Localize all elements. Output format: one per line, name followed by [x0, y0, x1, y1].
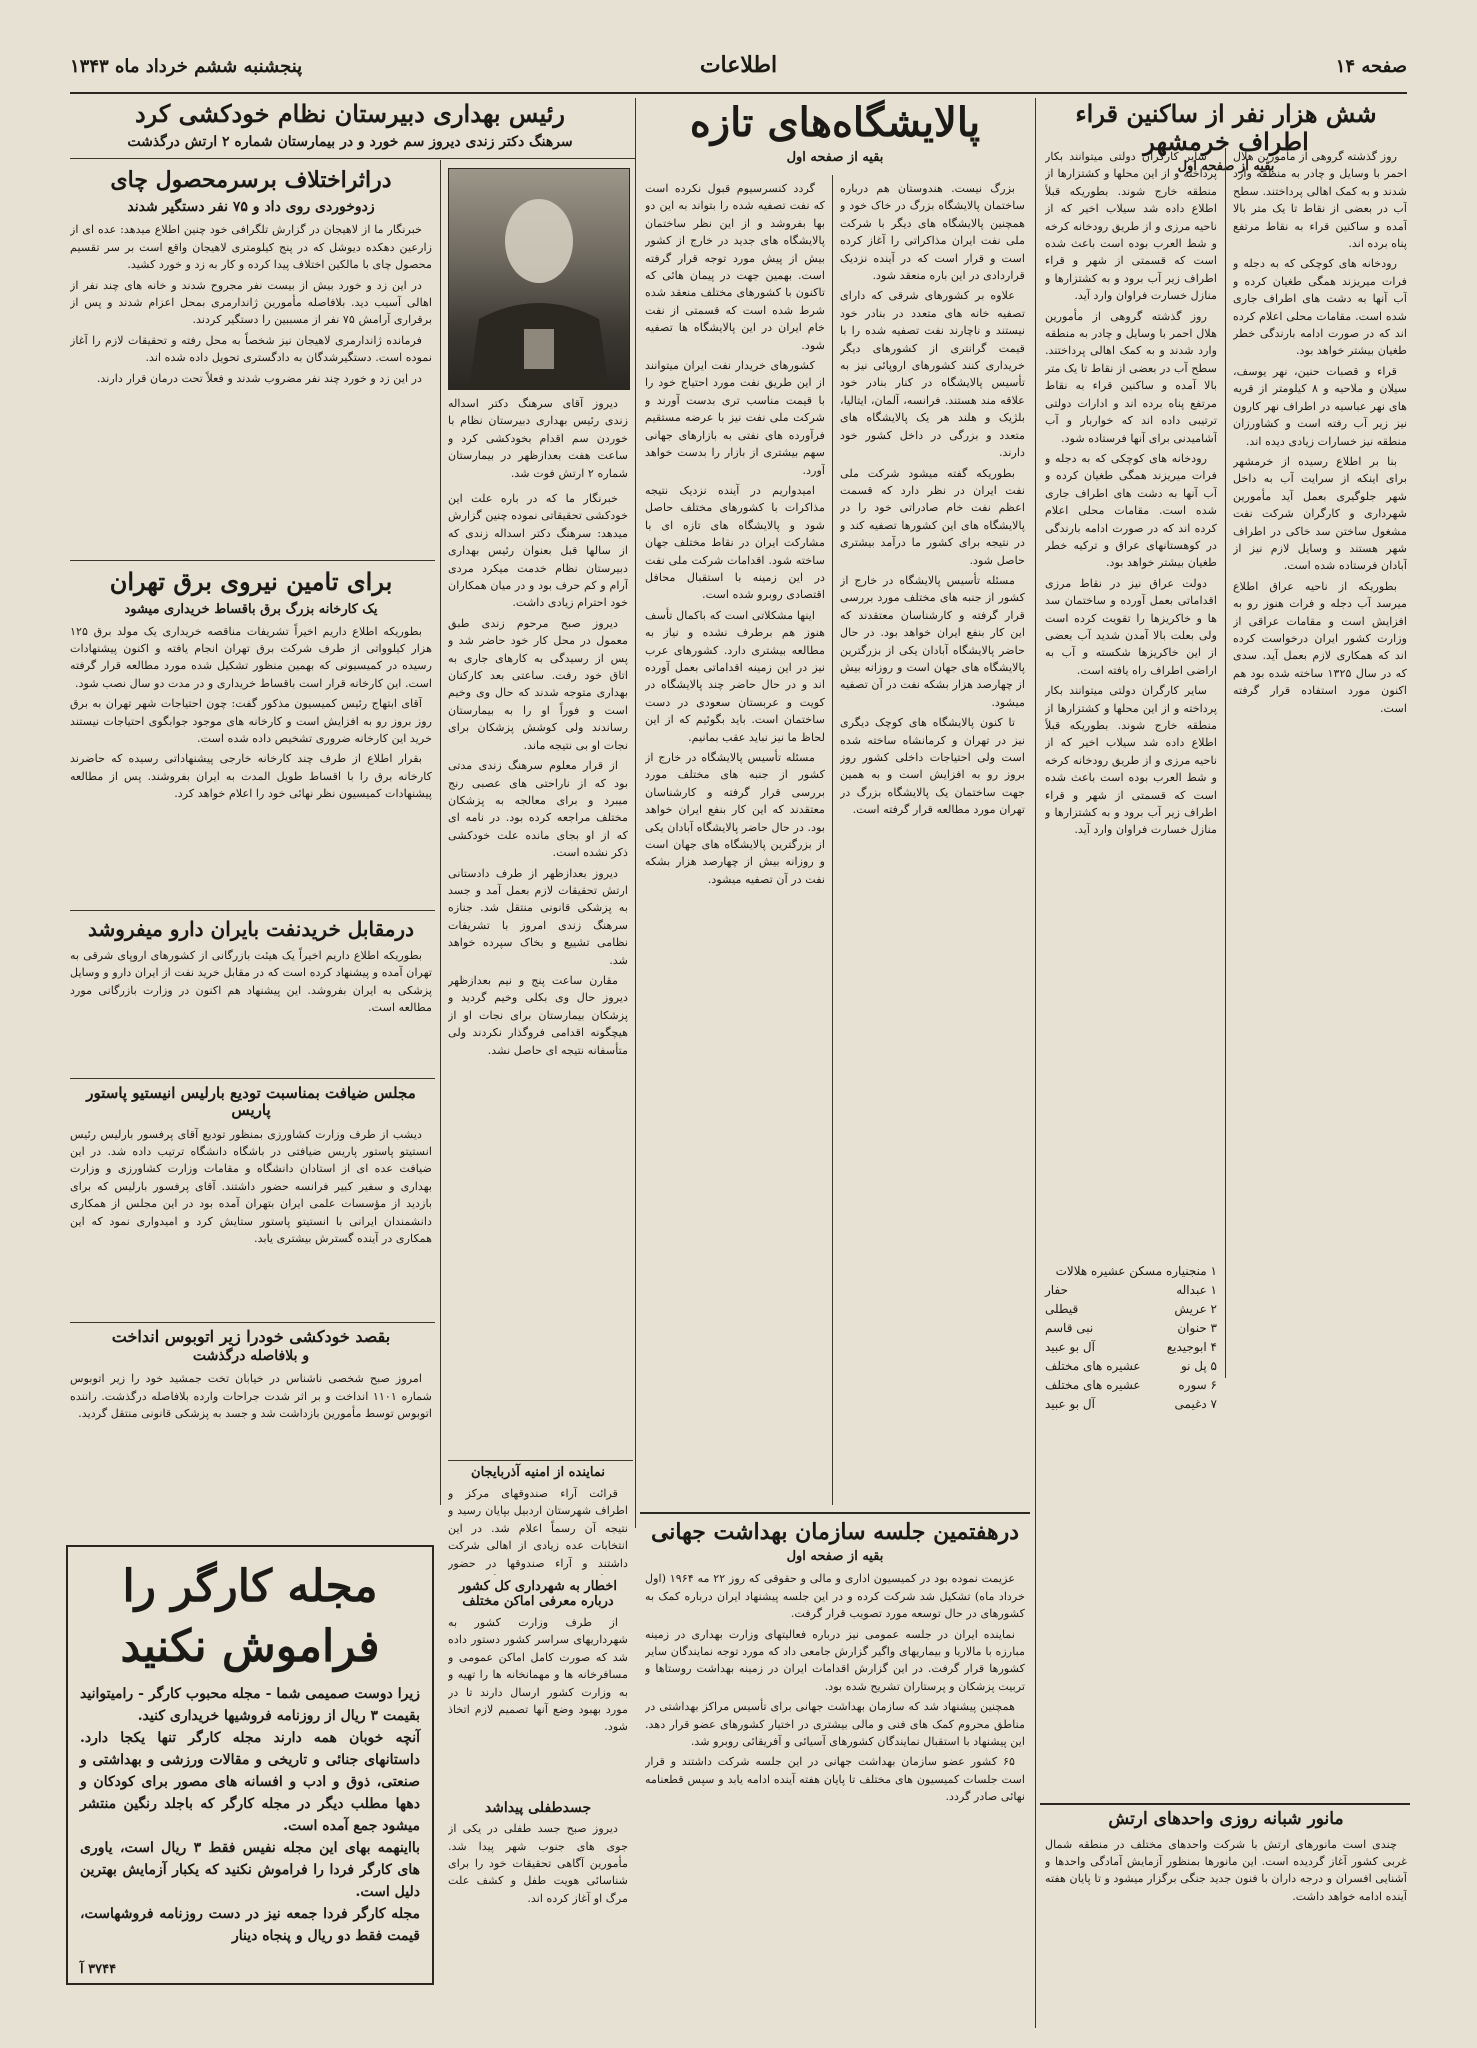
photo-caption: دیروز آقای سرهنگ دکتر اسداله زندی رئیس بهداری دبیرستان نظام با خوردن سم اقدام بخودکشی کرد و ساعت هفت بعدازظهر در بیمارستان شماره ۲ ارتش فوت شد.: [448, 397, 628, 480]
khorramshahr-body-b: [1233, 148, 1407, 1498]
paragraph: قراء و قصبات حنین، نهر یوسف، سیلان و ملاحیه و ۸ کیلومتر از قریه های نهر عباسیه در اطراف نهر کارون نیز زیر آب رفته است و کشاورزان منطقه نیز خسارات زیادی دیده اند.: [1233, 364, 1407, 448]
paragraph: رودخانه های کوچکی که به دجله و فرات میریزند همگی طغیان کرده و آب آنها به دشت های اطراف جاری شده است. مقامات محلی اعلام کرده اند که در صورت ادامه بارندگی خطر طغیان بیشتر خواهد بود.: [1233, 257, 1407, 358]
suicide-headline: رئیس بهداری دبیرستان نظام خودکشی کرد: [134, 99, 566, 128]
tea-dispute-body: خبرنگار ما از لاهیجان در گزارش تلگرافی خود چنین اطلاع میدهد: عده ای از زارعین دهکده دیوشل که در پنج کیلومتری لاهیجان واقع است بر سر تقسیم محصول چای با مالکین اختلاف پیدا کرده و کار به زد و خورد کشید. در این زد و خورد بیش از بیست نفر مجروح شدند و خانه های چند نفر از اهالی آسیب دید. بلافاصله مأمورین ژاندارمری بمحل اعزام شدند و پس از برقراری آرامش ۷۵ نفر از مسببین را دستگیر کردند. فرمانده ژاندارمری لاهیجان نیز شخصاً به محل رفته و تحقیقات لازم را آغاز نموده است. دستگیرشدگان به دادگستری تحویل داده شده اند. در این زد و خورد چند نفر مضروب شدند و فعلاً تحت درمان قرار دارند.: [70, 223, 432, 385]
section-rule: [70, 1322, 435, 1323]
bus-suicide-article: [70, 1328, 432, 1480]
paragraph: روز گذشته گروهی از مأمورین هلال احمر با وسایل و چادر به منطقه وارد شدند و به کمک اهالی پرداختند. سطح آب در بعضی از نقاط تا یک متر بالا آمده و ساکنین قراء به نقاط مرتفع پناه برده اند.: [1233, 150, 1407, 251]
tehran-power-article: [70, 568, 432, 923]
paragraph: دولت عراق نیز در نقاط مرزی اقداماتی بعمل آورده و ساختمان سد ها و خاکریزها را تقویت کرده است ولی بعلت بالا آمدن شدید آب بعضی از این خاکریزها شکسته و آب به اراضی اطراف راه یافته است.: [1045, 576, 1217, 677]
continued-label: بقیه از صفحه اول: [1177, 159, 1275, 175]
ad-body: زیرا دوست صمیمی شما - مجله محبوب کارگر - رامیتوانید بقیمت ۳ ریال از روزنامه فروشیها خریداری کنید. آنچه خوبان همه دارند مجله کارگر تنها یکجا دارد. داستانهای جنائی و تاریخی و مقالات ورزشی و بهداشتی و صنعتی، ذوق و ادب و افسانه های مصور برای کودکان و دهها مطلب دیگر در مجله کارگر که باجلد رنگین منتشر میشود جمع آمده است. بااینهمه بهای این مجله نفیس فقط ۳ ریال است، یاوری های کارگر فردا را فراموش نکنید که یکبار آزمایش بهترین دلیل است. مجله کارگر فردا جمعه نیز در دست روزنامه فروشهاست، قیمت فقط دو ریال و پنجاه دینار: [80, 1686, 420, 1944]
refineries-headline: پالایشگاه‌های تازه: [689, 99, 981, 146]
azerbaijan-headline: نماینده از امنیه آذربایجان: [471, 1465, 605, 1480]
tehran-power-headline: برای تامین نیروی برق تهران: [109, 567, 393, 596]
portrait-silhouette: [449, 169, 629, 389]
army-maneuver-article: [1045, 1810, 1407, 2006]
paragraph: سایر کارگران دولتی میتوانند بکار پرداخته و از این محلها و کشتزارها از منطقه خارج شوند. بطوریکه قبلاً اطلاع داده شد سیلاب اخیر که از ناحیه مرزی و از طریق رودخانه کرخه و شط العرب بوده است باعث شده است که قسمتی از شهر و قراء اطراف زیر آب برود و به کشتزارها و منازل خسارت فراوان وارد آید.: [1045, 684, 1217, 837]
table-row: ۴ ابوجیدیع آل بو عبید: [1045, 1340, 1217, 1354]
table-row: ۱ عبداله حفار: [1045, 1283, 1217, 1297]
suicide-article-header: [70, 100, 630, 150]
who-session-headline: درهفتمین جلسه سازمان بهداشت جهانی: [650, 1519, 1020, 1545]
paragraph: بنا بر اطلاع رسیده از خرمشهر برای اینکه از سرایت آب به داخل شهر جلوگیری بعمل آید مأمورین شهرداری و کارگران شرکت نفت مشغول ساختن سد خاکی در اطراف شهر هستند و وسایل لازم نیز از آبادان فرستاده شده است.: [1233, 454, 1407, 573]
army-maneuver-body: چندی است مانورهای ارتش با شرکت واحدهای مختلف در منطقه شمال غربی کشور آغاز گردیده است. این مانورها بمنظور آزمایش آمادگی واحدها و آشنایی افسران و درجه داران با فنون جدید جنگی برگزار میشود و تا پایان هفته آینده ادامه خواهد داشت.: [1045, 1837, 1407, 1903]
section-rule: [70, 910, 435, 911]
azerbaijan-body: قرائت آراء صندوقهای مرکز و اطراف شهرستان اردبیل بپایان رسید و نتیجه آن رسماً اعلام شد. در این انتخابات عده زیادی از اهالی شرکت داشتند و آراء صندوقها در حضور: [448, 1486, 628, 1570]
refineries-body-a: بزرگ نیست. هندوستان هم درباره ساختمان پالایشگاه بزرگ در خاک خود و همچنین پالایشگاه های دیگر با شرکت ملی نفت ایران مذاکراتی را آغاز کرده است و قرار است که در آینده نزدیک قراردادی در این باره منعقد شود. علاوه بر کشورهای شرقی که دارای تصفیه خانه های متعدد در بنادر خود نیستند و ناچارند نفت تصفیه شده را با قیمت گرانتری از کشورهای دیگر خریداری کنند کشورهای اروپائی نیز به تأسیس پالایشگاه در کنار بنادر خود علاقه مند هستند. فرانسه، آلمان، ایتالیا، بلژیک و هلند هر یک پالایشگاه های متعدد و بزرگی در داخل کشور خود دارند. بطوریکه گفته میشود شرکت ملی نفت ایران در نظر دارد که قسمت اعظم نفت خام صادراتی خود را در پالایشگاه های این کشورها تصفیه کند و در نتیجه برای کشور ما درآمد بیشتری حاصل شود. مسئله تأسیس پالایشگاه در خارج از کشور از جنبه های مختلف مورد بررسی قرار گرفته و کارشناسان معتقدند که این کار بنفع ایران خواهد بود. در حال حاضر پالایشگاه آبادان یکی از بزرگترین پالایشگاه های جهان است و روزانه بیش از چهارصد هزار بشکه نفت در آن تصفیه میشود. تا کنون پالایشگاه های کوچک دیگری نیز در تهران و کرمانشاه ساخته شده است ولی احتیاجات داخلی کشور روز بروز رو به افزایش است و به همین جهت ساختمان یک پالایشگاه بزرگ در تهران مورد مطالعه قرار گرفته است.: [840, 182, 1025, 817]
karegar-magazine-ad: [66, 1545, 434, 1985]
section-rule: [70, 560, 435, 561]
khorramshahr-headline: شش هزار نفر از ساکنین قراء اطراف خرمشهر: [1075, 99, 1377, 156]
oil-medicine-headline: درمقابل خریدنفت بایران دارو میفروشد: [88, 917, 414, 941]
army-maneuver-headline: مانور شبانه روزی واحدهای ارتش: [1108, 1809, 1344, 1829]
who-session-body: عزیمت نموده بود در کمیسیون اداری و مالی و حقوقی که روز ۲۲ مه ۱۹۶۴ (اول خرداد ماه) تشکیل شد شرکت کرده و در این جلسه پیشنهاد ایران درباره کمک به کشورهای در حال توسعه مورد تصویب قرار گرفت. نماینده ایران در جلسه عمومی نیز درباره فعالیتهای وزارت بهداری در زمینه مبارزه با مالاریا و بیماریهای واگیر گزارش جامعی داد که مورد توجه نمایندگان سایر کشورها قرار گرفت. در این گزارش اقدامات ایران در زمینه بهداشت روستاها و تربیت پزشکان و پرستاران تشریح شده بود. همچنین پیشنهاد شد که سازمان بهداشت جهانی برای تأسیس مراکز بهداشتی در مناطق محروم کمک های فنی و مالی بیشتری در اختیار کشورهای عضو قرار دهد. این پیشنهاد با استقبال نمایندگان کشورهای آسیائی و آفریقائی روبرو شد. ۶۵ کشور عضو سازمان بهداشت جهانی در این جلسه شرکت داشتند و قرار است جلسات کمیسیون های مختلف تا پایان هفته آینده ادامه یابد و سپس قطعنامه نهائی صادر گردد.: [645, 1572, 1025, 1804]
oil-medicine-body: بطوریکه اطلاع داریم اخیراً یک هیئت بازرگانی از کشورهای اروپای شرقی به تهران آمده و پیشنهاد کرده است که در مقابل خرید نفت از ایران دارو و وسایل پزشکی به ایران بفروشد. این پیشنهاد هم اکنون در وزارت بازرگانی مورد مطالعه است.: [70, 949, 432, 1015]
column-rule: [1035, 98, 1036, 2028]
paragraph: سایر کارگران دولتی میتوانند بکار پرداخته و از این محلها و کشتزارها از منطقه خارج شوند. بطوریکه قبلاً اطلاع داده شد سیلاب اخیر که از ناحیه مرزی و از طریق رودخانه کرخه و شط العرب بوده است باعث شده است که قسمتی از شهر و قراء اطراف زیر آب برود و به کشتزارها و منازل خسارت فراوان وارد آید.: [1045, 150, 1217, 303]
refineries-body-b: گردد کنسرسیوم قبول نکرده است که نفت تصفیه شده را بتواند به این دو بها بفروشد و از این نظر ساختمان پالایشگاه های جدید در خارج از کشور بیش از پیش مورد توجه قرار گرفته است. بهمین جهت در پیمان هائی که تاکنون با کشورهای مختلف منعقد شده شرط شده است که قسمتی از نفت خام ایران در این پالایشگاه ها تصفیه شود. کشورهای خریدار نفت ایران میتوانند از این طریق نفت مورد احتیاج خود را با قیمت مناسب تری بدست آورند و شرکت ملی نفت نیز با عرضه مستقیم فرآورده های نفتی به بازارهای جهانی سهم بیشتری از بازار را بدست خواهد آورد. امیدواریم در آینده نزدیک نتیجه مذاکرات با کشورهای مختلف حاصل شود و پالایشگاه های تازه ای با مشارکت ایران در نقاط مختلف جهان ساخته شود. اقدامات شرکت ملی نفت در این زمینه با استقبال محافل اقتصادی روبرو شده است. اینها مشکلاتی است که باکمال تأسف هنوز هم برطرف نشده و نیاز به مطالعه بیشتری دارد. کشورهای عرب نیز در این زمینه اقداماتی بعمل آورده اند و در حال حاضر چند پالایشگاه در کویت و عربستان سعودی در دست ساختمان است. باید بگوئیم که از این لحاظ ما نیز نباید عقب بمانیم. مسئله تأسیس پالایشگاه در خارج از کشور از جنبه های مختلف مورد بررسی قرار گرفته و کارشناسان معتقدند که این کار بنفع ایران خواهد بود. در حال حاضر پالایشگاه آبادان یکی از بزرگترین پالایشگاه های جهان است و روزانه بیش از چهارصد هزار بشکه نفت در آن تصفیه میشود.: [645, 182, 825, 886]
pasteur-article: [70, 1085, 432, 1341]
ad-title-line2: فراموش نکنید: [120, 1621, 380, 1672]
table-row: ۵ پل نو عشیره های مختلف: [1045, 1359, 1217, 1373]
bus-suicide-body: امروز صبح شخصی ناشناس در خیابان تخت جمشید خود را زیر اتوبوس شماره ۱۱۰۱ انداخت و بر اثر شدت جراحات وارده بلافاصله درگذشت. راننده اتوبوس توسط مأمورین بازداشت شد و جسد به پزشکی قانونی منتقل گردید.: [70, 1372, 432, 1421]
khorramshahr-body-a: [1045, 148, 1217, 1308]
paragraph: رودخانه های کوچکی که به دجله و فرات میریزند همگی طغیان کرده و آب آنها به دشت های اطراف جاری شده است. مقامات محلی اعلام کرده اند که در صورت ادامه بارندگی در کوهستانهای عراق و ترکیه خطر طغیان بیشتر خواهد بود.: [1045, 451, 1217, 570]
tea-dispute-subhead: زدوخوردی روی داد و ۷۵ نفر دستگیر شدند: [127, 199, 375, 216]
ad-code: ۳۷۴۴ آ: [80, 1962, 117, 1977]
tea-dispute-headline: دراثراختلاف برسرمحصول چای: [110, 167, 392, 193]
suicide-subhead: سرهنگ دکتر زندی دیروز سم خورد و در بیمارستان شماره ۲ ارتش درگذشت: [127, 133, 573, 150]
section-rule: [640, 1512, 1030, 1514]
oil-medicine-article: [70, 918, 432, 1027]
section-rule: [448, 1460, 633, 1461]
table-row: ۷ دغیمی آل بو عبید: [1045, 1397, 1217, 1411]
page-number: صفحه ۱۴: [1335, 56, 1407, 77]
column-rule: [635, 98, 636, 1528]
pasteur-headline: مجلس ضیافت بمناسبت تودیع بارلیس انیستیو پاستور پاریس: [86, 1084, 416, 1120]
bus-suicide-subhead: و بلافاصله درگذشت: [192, 1348, 310, 1365]
column-rule: [440, 160, 441, 1505]
municipality-warning-body: از طرف وزارت کشور به شهرداریهای سراسر کشور دستور داده شد که صورت کامل اماکن عمومی و مسافرخانه ها و مهمانخانه ها را تهیه و به وزارت کشور ارسال دارند تا در مورد بهبود وضع آنها تصمیم لازم اتخاذ شود.: [448, 1615, 628, 1734]
masthead: [70, 52, 1407, 94]
azerbaijan-article: [448, 1466, 628, 1575]
table-row: ۳ حنوان نبی قاسم: [1045, 1321, 1217, 1335]
child-body-article: [448, 1800, 628, 1980]
child-body-headline: جسدطفلی پیداشد: [484, 1800, 592, 1816]
newspaper-name: اطلاعات: [699, 52, 778, 78]
bus-suicide-headline: بقصد خودکشی خودرا زیر اتوبوس انداخت: [111, 1327, 391, 1346]
who-session-article: [645, 1520, 1025, 2000]
paragraph: روز گذشته گروهی از مأمورین هلال احمر با وسایل و چادر به منطقه وارد شدند و به کمک اهالی پرداختند. سطح آب در بعضی از نقاط تا یک متر بالا آمده و ساکنین قراء به نقاط مرتفع پناه برده اند و ادارات دولتی ترتیبی داده اند که خواربار و آب آشامیدنی برای آنها فرستاده شود.: [1045, 309, 1217, 445]
section-rule: [70, 1078, 435, 1079]
pasteur-body: دیشب از طرف وزارت کشاورزی بمنظور تودیع آقای پرفسور بارلیس رئیس انستیتو پاستور پاریس ضیافتی در باشگاه دانشگاه ترتیب داده شد. در این ضیافت عده ای از استادان دانشگاه و مقامات وزارت کشاورزی و وزارت بهداری و سفیر کبیر فرانسه حضور داشتند. آقای پرفسور بارلیس که برای بازدید از مؤسسات علمی ایران بتهران آمده بود در این مجلس از همکاری دانشمندان ایرانی با انستیتو پاستور ستایش کرد و امیدواری نمود که این همکاری در آینده گسترش بیشتری یابد.: [70, 1127, 432, 1245]
refineries-article: [645, 100, 1025, 165]
village-table: [1045, 1262, 1217, 1414]
paragraph: بطوریکه از ناحیه عراق اطلاع میرسد آب دجله و فرات هنوز رو به افزایش است و مقامات عراقی از وزارت کشور ایران درخواست کرده اند که همکاری لازم بعمل آید. سدی که در سال ۱۳۲۵ ساخته شده بود هم اکنون مورد استفاده قرار گرفته است.: [1233, 579, 1407, 715]
continued-label: بقیه از صفحه اول: [786, 1549, 884, 1565]
municipality-warning-article: [448, 1580, 628, 1814]
issue-date: پنجشنبه ششم خرداد ماه ۱۳۴۳: [70, 56, 303, 77]
section-rule: [70, 158, 635, 159]
municipality-warning-headline: اخطار به شهرداری کل کشور درباره معرفی اماکن مختلف: [459, 1579, 617, 1609]
tea-dispute-article: [70, 168, 432, 551]
ad-title-line1: مجله کارگر را: [122, 1561, 378, 1612]
table-row: ۲ عریش قیطلی: [1045, 1302, 1217, 1316]
tehran-power-subhead: یک کارخانه بزرگ برق باقساط خریداری میشود: [124, 601, 378, 617]
table-row: ۶ سوره عشیره های مختلف: [1045, 1378, 1217, 1392]
column-rule: [832, 175, 833, 1505]
column-rule: [1225, 148, 1226, 1378]
suicide-body: خبرنگار ما که در باره علت این خودکشی تحقیقاتی نموده چنین گزارش میدهد: سرهنگ دکتر اسداله زندی که از سالها قبل بعنوان رئیس بهداری دبیرستان نظام خدمت میکرد مردی آرام و کم حرف بود و در میان همکاران خود احترام زیادی داشت. دیروز صبح مرحوم زندی طبق معمول در محل کار خود حاضر شد و پس از رسیدگی به کارهای جاری به اتاق خود رفت. ساعتی بعد کارکنان بهداری متوجه شدند که حال وی وخیم است و فوراً او را به بیمارستان رساندند ولی کوشش پزشکان برای نجات او بی نتیجه ماند. از قرار معلوم سرهنگ زندی مدتی بود که از ناراحتی های عصبی رنج میبرد و برای معالجه به پزشکان مختلف مراجعه کرده بود. در نامه ای که از او بجای مانده علت خودکشی ذکر نشده است. دیروز بعدازظهر از طرف دادستانی ارتش تحقیقات لازم بعمل آمد و جسد به پزشکی قانونی منتقل شد. جنازه سرهنگ زندی امروز با تشریفات نظامی تشییع و بخاک سپرده خواهد شد. مقارن ساعت پنج و نیم بعدازظهر دیروز حال وی بکلی وخیم گردید و پزشکان بیمارستان برای نجات او از هیچگونه اقدامی فروگذار نکردند ولی متأسفانه نتیجه ای حاصل نشد.: [448, 492, 628, 1057]
continued-label: بقیه از صفحه اول: [786, 150, 884, 165]
section-rule: [1040, 1803, 1410, 1805]
table-row: ۱ منجنیاره مسکن عشیره هلالات: [1055, 1264, 1217, 1278]
portrait-photo: [448, 168, 630, 390]
tehran-power-body: بطوریکه اطلاع داریم اخیراً تشریفات مناقصه خریداری یک مولد برق ۱۲۵ هزار کیلوواتی از طرف شرکت برق تهران انجام یافته و اکنون پیشنهادات رسیده در کمیسیونی که بهمین منظور تشکیل شده مورد مطالعه قرار گرفته است. این کارخانه قرار است باقساط خریداری و در مدت دو سال نصب شود. آقای ابتهاج رئیس کمیسیون مذکور گفت: چون احتیاجات شهر تهران به برق روز بروز رو به افزایش است و کارخانه های موجود جوابگوی احتیاجات نیستند خرید این کارخانه ضروری تشخیص داده شده است. بقرار اطلاع از طرف چند کارخانه خارجی پیشنهاداتی رسیده که حاضرند کارخانه برق را با اقساط طویل المدت به ایران بفروشند. پس از مطالعه پیشنهادات کمیسیون نظر نهائی خود را اعلام خواهد کرد.: [70, 624, 432, 801]
child-body-body: دیروز صبح جسد طفلی در یکی از جوی های جنوب شهر پیدا شد. مأمورین آگاهی تحقیقات خود را برای شناسائی هویت طفل و کشف علت مرگ او آغاز کرده اند.: [448, 1822, 628, 1905]
